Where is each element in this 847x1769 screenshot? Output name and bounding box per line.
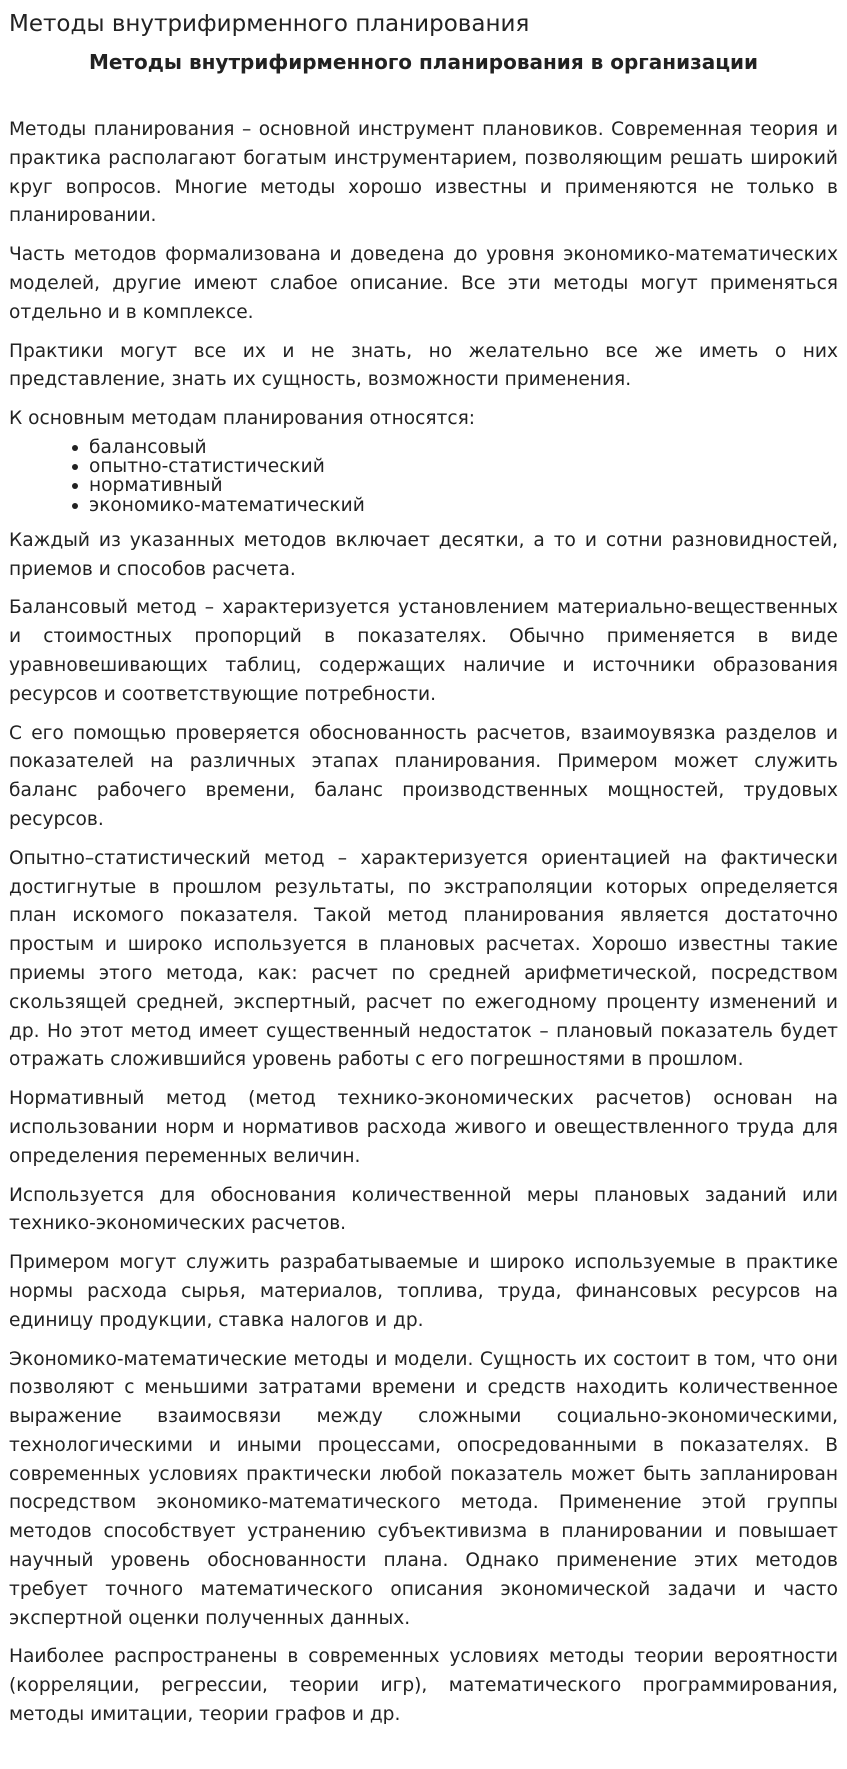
paragraph-normative-usage: Используется для обоснования количественной меры плановых заданий или технико-экономических расчетов. xyxy=(9,1184,838,1235)
paragraph-intro: Методы планирования – основной инструмент плановиков. Современная теория и практика располагают богатым инструментарием, позволяющим решать широкий круг вопросов. Многие методы хорошо известны и применяются не только в планировании. xyxy=(9,119,838,227)
paragraph-math-methods: Экономико-математические методы и модели. Сущность их состоит в том, что они позволяют с меньшими затратами времени и средств находить количественное выражение взаимосвязи между сложными социально-экономическими, технологическими и иными процессами, опосредованными в показателях. В современных условиях практически любой показатель может быть запланирован посредством экономико-математического метода. Применение этой группы методов способствует устранению субъективизма в планировании и повышает научный уровень обоснованности плана. Однако применение этих методов требует точного математического описания экономической задачи и часто экспертной оценки полученных данных. xyxy=(9,1348,838,1629)
list-item: экономико-математический xyxy=(89,496,838,515)
paragraph-variations: Каждый из указанных методов включает десятки, а то и сотни разновидностей, приемов и способов расчета. xyxy=(9,529,838,580)
methods-list xyxy=(9,438,838,515)
paragraph-formalization: Часть методов формализована и доведена до уровня экономико-математических моделей, другие имеют слабое описание. Все эти методы могут применяться отдельно и в комплексе. xyxy=(9,244,838,323)
paragraph-balance-examples: С его помощью проверяется обоснованность расчетов, взаимоувязка разделов и показателей на различных этапах планирования. Примером может служить баланс рабочего времени, баланс производственных мощностей, трудовых ресурсов. xyxy=(9,722,838,830)
article-heading: Методы внутрифирменного планирования в организации xyxy=(88,50,759,74)
paragraph-practitioners: Практики могут все их и не знать, но желательно все же иметь о них представление, знать их сущность, возможности применения. xyxy=(9,340,838,391)
page-title: Методы внутрифирменного планирования xyxy=(9,11,530,37)
paragraph-balance-method: Балансовый метод – характеризуется установлением материально-вещественных и стоимостных пропорций в показателях. Обычно применяется в виде уравновешивающих таблиц, содержащих наличие и источники образования ресурсов и соответствующие потребности. xyxy=(9,597,838,705)
article-body xyxy=(9,116,838,1730)
list-item: опытно-статистический xyxy=(89,457,838,476)
paragraph-statistical-method: Опытно–статистический метод – характеризуется ориентацией на фактически достигнутые в прошлом результаты, по экстраполяции которых определяется план искомого показателя. Такой метод планирования является достаточно простым и широко используется в плановых расчетах. Хорошо известны такие приемы этого метода, как: расчет по средней арифметической, посредством скользящей средней, экспертный, расчет по ежегодному проценту изменений и др. Но этот метод имеет существенный недостаток – плановый показатель будет отражать сложившийся уровень работы с его погрешностями в прошлом. xyxy=(9,847,838,1071)
paragraph-methods-lead: К основным методам планирования относятся: xyxy=(9,408,476,430)
list-item: нормативный xyxy=(89,476,838,495)
paragraph-common-methods: Наиболее распространены в современных условиях методы теории вероятности (корреляции, регрессии, теории игр), математического программирования, методы имитации, теории графов и др. xyxy=(9,1646,838,1726)
list-item: балансовый xyxy=(89,438,838,457)
paragraph-normative-examples: Примером могут служить разрабатываемые и широко используемые в практике нормы расхода сырья, материалов, топлива, труда, финансовых ресурсов на единицу продукции, ставка налогов и др. xyxy=(9,1252,838,1331)
document-page xyxy=(0,9,847,1730)
paragraph-normative-method: Нормативный метод (метод технико-экономических расчетов) основан на использовании норм и нормативов расхода живого и овеществленного труда для определения переменных величин. xyxy=(9,1088,838,1167)
